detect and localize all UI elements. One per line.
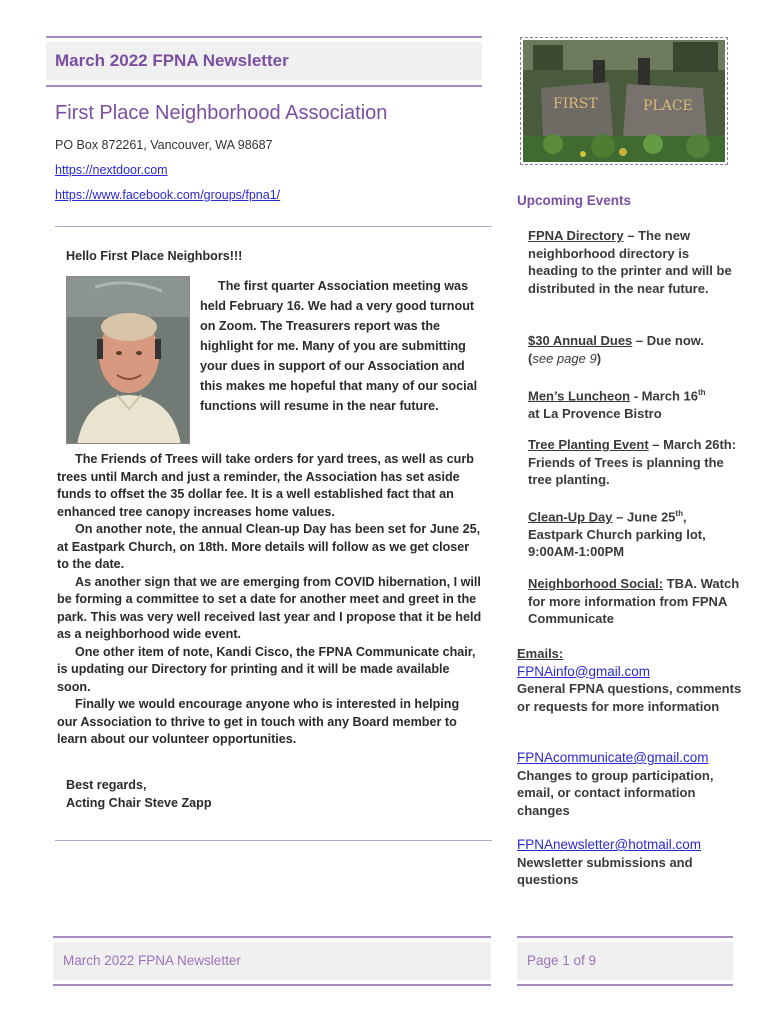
event-dues-note: see page 9 bbox=[532, 350, 597, 366]
event-luncheon-location: at La Provence Bistro bbox=[528, 405, 662, 421]
event-tree-text: – March 26th: Friends of Trees is planning the tree planting. bbox=[528, 437, 737, 487]
emails-section bbox=[517, 645, 742, 715]
email-newsletter-section bbox=[517, 836, 742, 889]
facebook-link[interactable]: https://www.facebook.com/groups/fpna1/ bbox=[55, 188, 281, 202]
event-cleanup-text2: , Eastpark Church parking lot, 9:00AM-1:00PM bbox=[528, 509, 706, 560]
event-dues-paren-close: ) bbox=[596, 350, 602, 366]
event-luncheon-title: Men’s Luncheon bbox=[528, 388, 631, 404]
event-cleanup-sup: th bbox=[675, 509, 683, 518]
event-cleanup-text: – June 25 bbox=[612, 509, 676, 525]
letter-body bbox=[57, 451, 482, 749]
svg-text:PLACE: PLACE bbox=[643, 98, 693, 114]
header-bottom-rule bbox=[46, 85, 482, 87]
email-newsletter-desc: Newsletter submissions and questions bbox=[517, 854, 693, 887]
letter-paragraph-4: As another sign that we are emerging from COVID hibernation, I will be forming a committee to set a date for another meet and greet in the park. This was very well received last year and I propose that it be held as a neighborhood wide event. bbox=[57, 574, 482, 641]
sign-illustration bbox=[523, 40, 725, 162]
footer-right-bottom-rule bbox=[517, 984, 733, 986]
letter-end-rule bbox=[55, 840, 492, 841]
email-info-link[interactable]: FPNAinfo@gmail.com bbox=[517, 663, 650, 679]
footer-right-top-rule bbox=[517, 936, 733, 938]
event-directory-text: – The new neighborhood directory is heading to the printer and will be distributed in the near future. bbox=[528, 228, 732, 296]
nextdoor-link[interactable]: https://nextdoor.com bbox=[55, 163, 168, 177]
event-cleanup bbox=[528, 505, 740, 561]
closing-signature: Acting Chair Steve Zapp bbox=[66, 795, 212, 810]
org-name: First Place Neighborhood Association bbox=[55, 102, 388, 124]
event-tree-planting bbox=[528, 436, 740, 489]
event-directory-title: FPNA Directory bbox=[528, 228, 624, 243]
portrait-illustration bbox=[67, 277, 190, 444]
event-dues-title: $30 Annual Dues bbox=[528, 333, 633, 348]
emails-heading: Emails: bbox=[517, 646, 564, 661]
svg-text:FIRST: FIRST bbox=[553, 96, 598, 112]
event-social-text: TBA. Watch for more information from FPNA Communicate bbox=[528, 576, 740, 626]
event-directory bbox=[528, 227, 740, 297]
greeting: Hello First Place Neighbors!!! bbox=[66, 249, 243, 263]
letter-paragraph-6: Finally we would encourage anyone who is interested in helping our Association to thrive to get in touch with any Board member to learn about our volunteer opportunities. bbox=[57, 697, 460, 746]
footer-left-bottom-rule bbox=[53, 984, 491, 986]
event-social-title: Neighborhood Social: bbox=[528, 576, 664, 591]
event-social bbox=[528, 575, 740, 628]
event-cleanup-title: Clean-Up Day bbox=[528, 509, 613, 525]
letter-paragraph-3: On another note, the annual Clean-up Day has been set for June 25, at Eastpark Church, on 18th. More details will follow as we get closer to the date. bbox=[57, 522, 481, 571]
event-tree-title: Tree Planting Event bbox=[528, 437, 649, 452]
letter-paragraph-5: One other item of note, Kandi Cisco, the FPNA Communicate chair, is updating our Directory for printing and it will be made available soon. bbox=[57, 644, 476, 694]
page-number: Page 1 of 9 bbox=[517, 942, 733, 980]
email-info-desc: General FPNA questions, comments or requests for more information bbox=[517, 681, 742, 714]
newsletter-title: March 2022 FPNA Newsletter bbox=[46, 42, 482, 80]
event-dues bbox=[528, 332, 740, 367]
event-dues-paren-open: ( bbox=[528, 350, 533, 366]
event-luncheon-sup: th bbox=[698, 388, 706, 397]
author-photo bbox=[66, 276, 190, 444]
closing-salutation: Best regards, bbox=[66, 778, 147, 792]
email-communicate-desc: Changes to group participation, email, or contact information changes bbox=[517, 767, 714, 818]
footer-title: March 2022 FPNA Newsletter bbox=[53, 942, 491, 980]
org-address: PO Box 872261, Vancouver, WA 98687 bbox=[55, 138, 273, 152]
event-luncheon-text: - March 16 bbox=[630, 388, 698, 404]
closing bbox=[66, 777, 212, 812]
letter-paragraph-2: The Friends of Trees will take orders for yard trees, as well as curb trees until March and just a reminder, the Association has set aside funds to offset the 35 dollar fee. It is a well established fact that an enhanced tree canopy increases home values. bbox=[57, 452, 474, 519]
upcoming-events-heading: Upcoming Events bbox=[517, 193, 632, 208]
email-communicate-link[interactable]: FPNAcommunicate@gmail.com bbox=[517, 750, 709, 765]
event-luncheon bbox=[528, 384, 740, 422]
letter-paragraph-1: The first quarter Association meeting was held February 16. We had a very good turnout on Zoom. The Treasurers report was the highlight for me. Many of you are submitting your dues in support of our Association and this makes me hopeful that many of our social functions will resume in the near future. bbox=[200, 279, 478, 413]
email-communicate-section bbox=[517, 749, 742, 819]
footer-left-top-rule bbox=[53, 936, 491, 938]
event-dues-text: – Due now. bbox=[632, 333, 705, 348]
header-top-rule bbox=[46, 36, 482, 38]
email-newsletter-link[interactable]: FPNAnewsletter@hotmail.com bbox=[517, 837, 702, 852]
section-divider bbox=[55, 226, 492, 227]
first-place-sign-photo bbox=[520, 37, 728, 165]
